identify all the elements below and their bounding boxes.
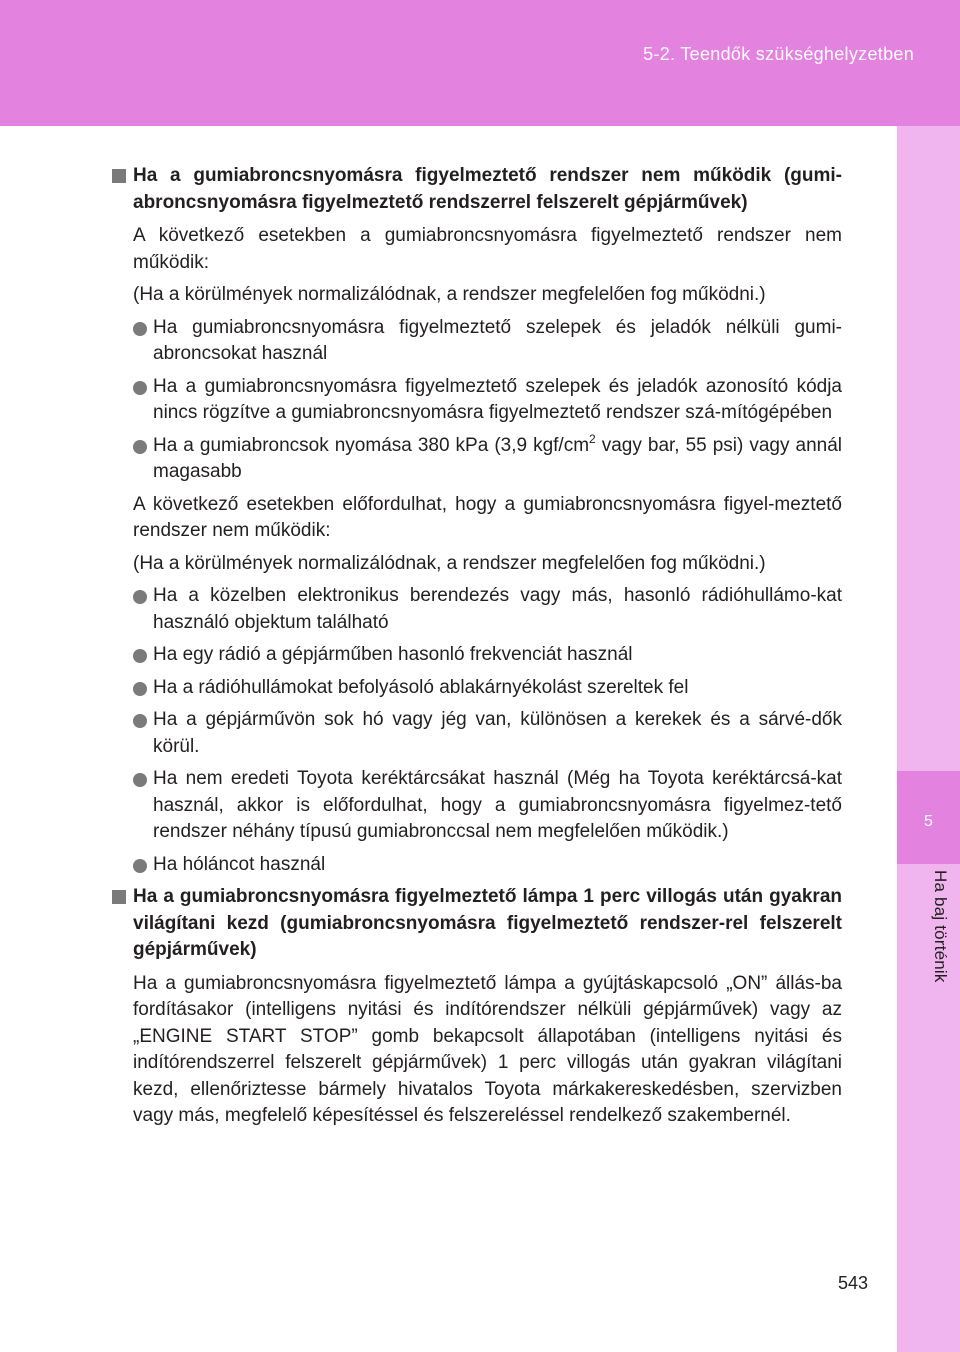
list-item-text-end: vagy bar, 55 psi) vagy annál magasabb [153,434,842,482]
list-item [110,707,842,760]
chapter-number: 5 [924,813,933,830]
list-item [110,433,842,486]
list-item-text: Ha a közelben elektronikus berendezés vagy más, hasonló rádióhullámo-kat használó objektum található [153,585,842,633]
paragraph: A következő esetekben a gumiabroncsnyomásra figyelmeztető rendszer nem működik: [133,225,842,273]
list-item-text: Ha a gumiabroncsnyomásra figyelmeztető szelepek és jeladók azonosító kódja nincs rögzítve a gumiabroncsnyomásra figyelmeztető rendszer szá-mítógépében [153,375,842,423]
section-heading-text: Ha a gumiabroncsnyomásra figyelmeztető lámpa 1 perc villogás után gyakran világítani kezd (gumiabroncsnyomásra figyelmeztető rendszer-rel felszerelt gépjárművek) [133,886,842,960]
section-heading-text: Ha a gumiabroncsnyomásra figyelmeztető rendszer nem működik (gumi-abroncsnyomásra figyelmeztető rendszerrel felszerelt gépjárművek) [133,165,842,213]
list-item-text: Ha gumiabroncsnyomásra figyelmeztető szelepek és jeladók nélküli gumi-abroncsokat használ [153,316,842,364]
section-heading [110,884,842,964]
list-item [110,315,842,368]
round-bullet-icon [133,682,147,696]
list-item-text: Ha nem eredeti Toyota keréktárcsákat használ (Még ha Toyota keréktárcsá-kat használ, akkor is előfordulhat, hogy a gumiabroncsnyomásra figyelmez-tető rendszer néhány típusú gumiabronccsal nem megfelelően működik.) [153,768,842,842]
round-bullet-icon [133,381,147,395]
chapter-sidebar [897,126,960,1352]
list-item [110,583,842,636]
round-bullet-icon [133,590,147,604]
page-number: 543 [838,1273,869,1293]
round-bullet-icon [133,859,147,873]
list-item [110,852,842,879]
round-bullet-icon [133,322,147,336]
section-heading [110,163,842,216]
list-item [110,675,842,702]
list-item-text: Ha hóláncot használ [153,853,326,875]
list-item-text: Ha a rádióhullámokat befolyásoló ablakárnyékolást szereltek fel [153,676,689,698]
page-header [0,0,960,126]
chapter-label: Ha baj történik [931,870,950,983]
section-header-title: 5-2. Teendők szükséghelyzetben [643,44,914,64]
list-item [110,642,842,669]
round-bullet-icon [133,440,147,454]
list-item [110,374,842,427]
round-bullet-icon [133,649,147,663]
list-item [110,766,842,846]
page-content [110,163,842,1136]
square-bullet-icon [112,890,126,904]
chapter-tab [897,771,960,864]
round-bullet-icon [133,773,147,787]
paragraph: (Ha a körülmények normalizálódnak, a rendszer megfelelően fog működni.) [133,552,766,574]
paragraph: (Ha a körülmények normalizálódnak, a rendszer megfelelően fog működni.) [133,284,766,305]
list-item-text: Ha a gépjárművön sok hó vagy jég van, különösen a kerekek és a sárvé-dők körül. [153,709,842,757]
list-item-text-start: Ha a gumiabroncsok nyomása 380 kPa (3,9 kgf/cm [153,434,590,456]
list-item-text: Ha egy rádió a gépjárműben hasonló frekvenciát használ [153,644,633,665]
superscript: 2 [589,431,596,446]
square-bullet-icon [112,169,126,183]
round-bullet-icon [133,714,147,728]
paragraph: A következő esetekben előfordulhat, hogy a gumiabroncsnyomásra figyel-meztető rendszer nem működik: [133,493,842,541]
paragraph: Ha a gumiabroncsnyomásra figyelmeztető lámpa a gyújtáskapcsoló „ON” állás-ba fordításakor (intelligens nyitási és indítórendszer nélküli gépjárművek) vagy az „ENGINE START STOP” gomb bekapcsolt állapotában (intelligens nyitási és indítórendszerrel felszerelt gépjárművek) 1 perc villogás után gyakran világítani kezd, ellenőriztesse bármely hivatalos Toyota márkakereskedésben, szervizben vagy más, megfelelő képesítéssel és felszereléssel rendelkező szakembernél. [133,972,842,1126]
